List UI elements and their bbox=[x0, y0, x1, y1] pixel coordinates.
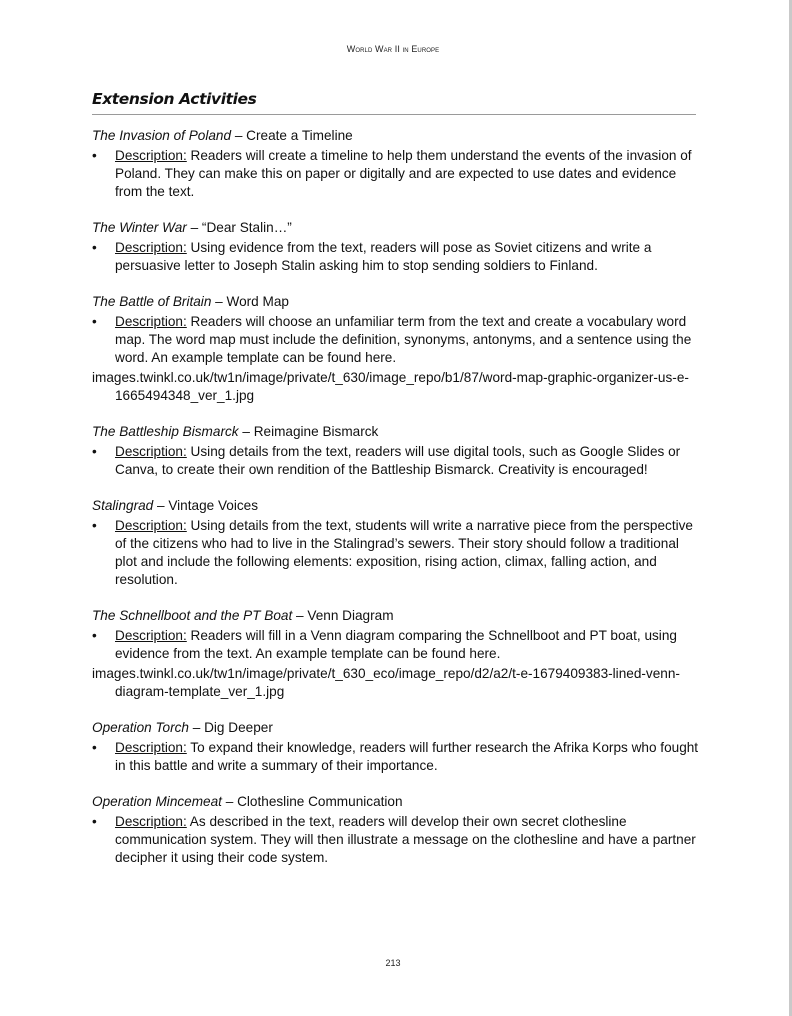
activity-name: – Vintage Voices bbox=[153, 498, 259, 513]
activity-description bbox=[92, 627, 702, 663]
activity-description bbox=[92, 739, 702, 775]
activity-item bbox=[92, 607, 702, 701]
bullet-icon: • bbox=[92, 314, 97, 329]
book-title: The Schnellboot and the PT Boat bbox=[92, 608, 293, 623]
description-label: Description: bbox=[115, 518, 187, 533]
activity-name: – “Dear Stalin…” bbox=[186, 220, 292, 235]
description-label: Description: bbox=[115, 444, 187, 459]
activity-name: – Venn Diagram bbox=[292, 608, 394, 623]
description-text: As described in the text, readers will develop their own secret clothesline communication system. They will then illustrate a message on the clothesline and have a partner decipher it using their code system. bbox=[115, 814, 696, 865]
book-title: Stalingrad bbox=[92, 498, 154, 513]
activity-name: – Dig Deeper bbox=[188, 720, 273, 735]
activity-name: – Create a Timeline bbox=[231, 128, 353, 143]
book-title: The Battleship Bismarck bbox=[92, 424, 239, 439]
activity-item bbox=[92, 793, 702, 867]
activity-title bbox=[92, 127, 702, 145]
running-header: World War II in Europe bbox=[346, 44, 440, 54]
description-label: Description: bbox=[115, 740, 187, 755]
description-text: To expand their knowledge, readers will further research the Afrika Korps who fought in this battle and write a summary of their importance. bbox=[115, 740, 699, 773]
template-url[interactable]: images.twinkl.co.uk/tw1n/image/private/t_630/image_repo/b1/87/word-map-graphic-organizer-us-e-1665494348_ver_1.jpg bbox=[92, 370, 689, 403]
description-text: Readers will choose an unfamiliar term from the text and create a vocabulary word map. The word map must include the definition, synonyms, antonyms, and a sentence using the word. An example template can be found here. bbox=[115, 314, 692, 365]
book-title: The Battle of Britain bbox=[92, 294, 212, 309]
activity-description bbox=[92, 313, 702, 367]
section-heading: Extension Activities bbox=[92, 90, 257, 108]
activity-title bbox=[92, 293, 702, 311]
bullet-icon: • bbox=[92, 740, 97, 755]
description-label: Description: bbox=[115, 628, 187, 643]
description-label: Description: bbox=[115, 240, 187, 255]
activity-title bbox=[92, 607, 702, 625]
book-title: The Winter War bbox=[92, 220, 187, 235]
activity-name: – Reimagine Bismarck bbox=[238, 424, 379, 439]
description-label: Description: bbox=[115, 148, 187, 163]
page-number: 213 bbox=[385, 958, 401, 968]
description-text: Using details from the text, students will write a narrative piece from the perspective of the citizens who had to live in the Stalingrad’s sewers. Their story should follow a traditional plot and include the following elements: exposition, rising action, climax, falling action, and resolution. bbox=[115, 518, 693, 587]
heading-divider bbox=[92, 114, 696, 115]
description-label: Description: bbox=[115, 814, 187, 829]
activity-title bbox=[92, 719, 702, 737]
description-text: Readers will fill in a Venn diagram comparing the Schnellboot and PT boat, using evidence from the text. An example template can be found here. bbox=[115, 628, 677, 661]
book-title: Operation Mincemeat bbox=[92, 794, 222, 809]
activity-title bbox=[92, 219, 702, 237]
book-title: Operation Torch bbox=[92, 720, 189, 735]
bullet-icon: • bbox=[92, 628, 97, 643]
bullet-icon: • bbox=[92, 240, 97, 255]
book-title: The Invasion of Poland bbox=[92, 128, 232, 143]
activity-title bbox=[92, 497, 702, 515]
description-label: Description: bbox=[115, 314, 187, 329]
activity-name: – Word Map bbox=[211, 294, 289, 309]
bullet-icon: • bbox=[92, 814, 97, 829]
activity-description bbox=[92, 239, 702, 275]
activity-description bbox=[92, 443, 702, 479]
bullet-icon: • bbox=[92, 148, 97, 163]
activity-title bbox=[92, 423, 702, 441]
template-url[interactable]: images.twinkl.co.uk/tw1n/image/private/t_630_eco/image_repo/d2/a2/t-e-1679409383-lined-venn-diagram-template_ver_1.jpg bbox=[92, 666, 680, 699]
activity-item bbox=[92, 719, 702, 775]
activity-description bbox=[92, 813, 702, 867]
activities-list bbox=[92, 127, 702, 885]
activity-item bbox=[92, 423, 702, 479]
activity-title bbox=[92, 793, 702, 811]
activity-description bbox=[92, 517, 702, 589]
bullet-icon: • bbox=[92, 518, 97, 533]
description-text: Readers will create a timeline to help them understand the events of the invasion of Poland. They can make this on paper or digitally and are expected to use dates and evidence from the text. bbox=[115, 148, 692, 199]
description-text: Using evidence from the text, readers will pose as Soviet citizens and write a persuasive letter to Joseph Stalin asking him to stop sending soldiers to Finland. bbox=[115, 240, 652, 273]
description-text: Using details from the text, readers will use digital tools, such as Google Slides or Canva, to create their own rendition of the Battleship Bismarck. Creativity is encouraged! bbox=[115, 444, 681, 477]
bullet-icon: • bbox=[92, 444, 97, 459]
activity-name: – Clothesline Communication bbox=[221, 794, 403, 809]
activity-item bbox=[92, 497, 702, 589]
activity-item bbox=[92, 127, 702, 201]
activity-item bbox=[92, 293, 702, 405]
activity-item bbox=[92, 219, 702, 275]
activity-description bbox=[92, 147, 702, 201]
